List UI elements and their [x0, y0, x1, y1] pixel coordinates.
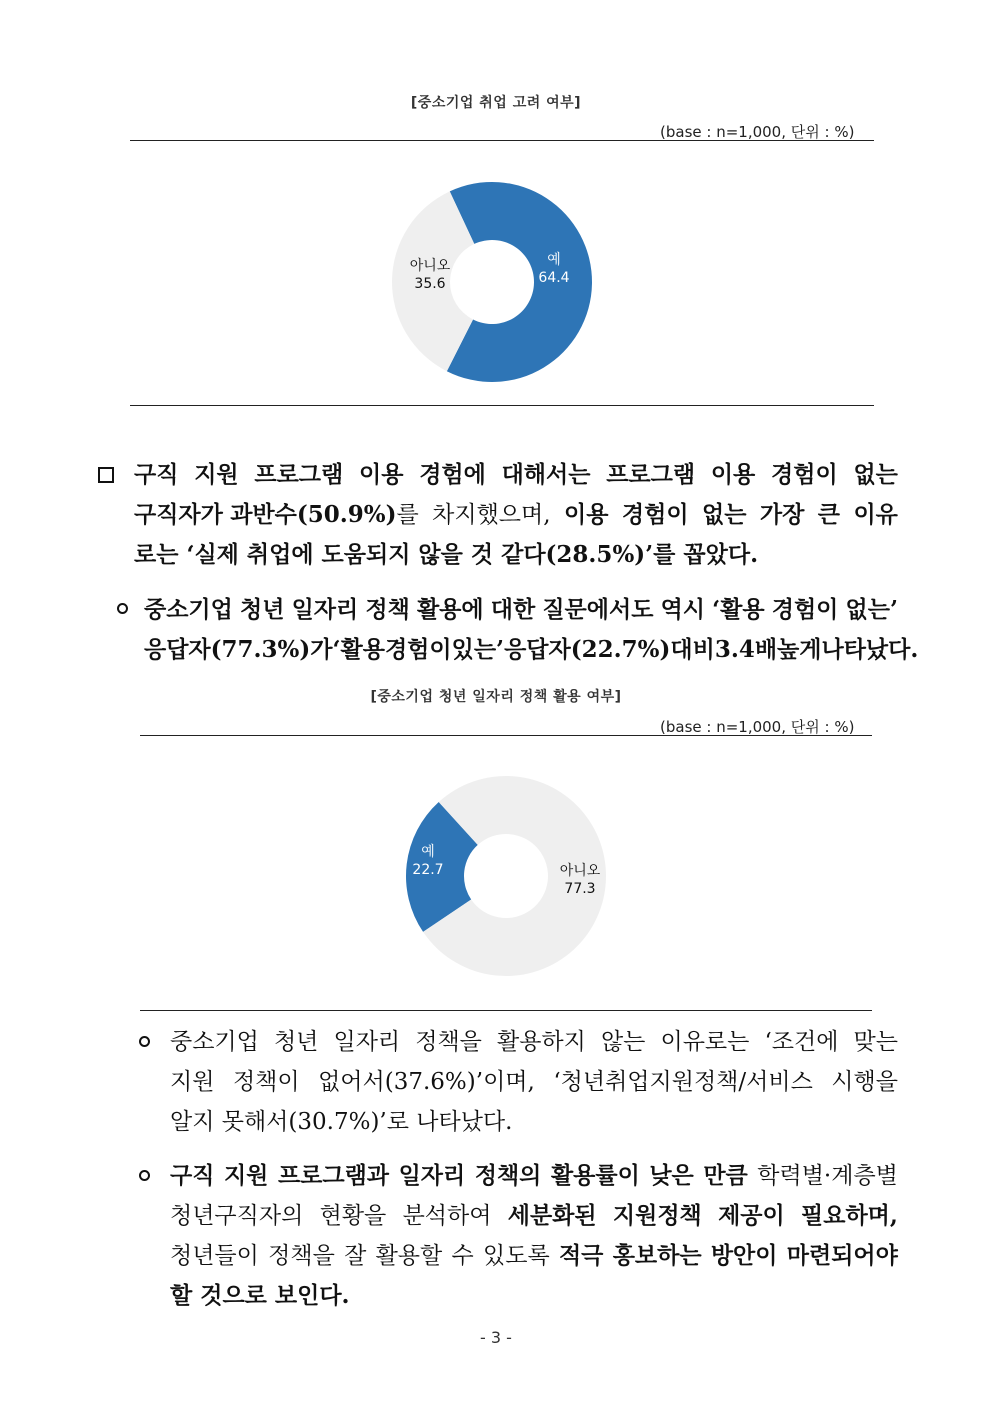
- slice-category-label: 아니오: [409, 258, 451, 274]
- paragraph-4-line-3: 청년들이 정책을 잘 활용할 수 있도록 적극 홍보하는 방안이 마련되어야: [170, 1242, 898, 1269]
- figure1-base-note: (base : n=1,000, 단위 : %): [660, 123, 855, 141]
- paragraph-3-line-1: 중소기업 청년 일자리 정책을 활용하지 않는 이유로는 ‘조건에 맞는: [170, 1029, 898, 1055]
- paragraph-1-line-1: 구직 지원 프로그램 이용 경험에 대해서는 프로그램 이용 경험이 없는: [134, 461, 898, 488]
- slice-value-label: 77.3: [564, 881, 596, 897]
- circle-bullet-icon: [139, 1036, 150, 1047]
- figure2-donut-chart: [402, 772, 610, 980]
- figure1-title: [중소기업 취업 고려 여부]: [410, 95, 582, 111]
- slice-value-label: 35.6: [414, 276, 446, 292]
- paragraph-3: [170, 1022, 898, 1142]
- paragraph-1-line-3: 로는 ‘실제 취업에 도움되지 않을 것 같다(28.5%)’를 꼽았다.: [134, 541, 759, 568]
- paragraph-1: [134, 455, 898, 575]
- figure2-top-rule: [140, 735, 872, 736]
- figure2-base-note: (base : n=1,000, 단위 : %): [660, 718, 855, 736]
- figure1-top-rule: [130, 140, 874, 141]
- paragraph-3-line-3: 알지 못해서(30.7%)’로 나타났다.: [170, 1109, 513, 1135]
- paragraph-4-line-4: 할 것으로 보인다.: [170, 1282, 350, 1309]
- paragraph-2-line-2: 응답자(77.3%)가 ‘활용 경험이 있는’ 응답자(22.7%) 대비 3.4배 높게 나타났다.: [144, 636, 919, 663]
- paragraph-2: [144, 590, 919, 670]
- square-bullet-icon: [98, 467, 114, 483]
- figure1-donut-chart: [388, 178, 596, 386]
- paragraph-4-line-2: 청년구직자의 현황을 분석하여 세분화된 지원정책 제공이 필요하며,: [170, 1202, 898, 1229]
- page-number: - 3 -: [480, 1328, 512, 1347]
- slice-value-label: 22.7: [412, 862, 444, 878]
- circle-bullet-icon: [139, 1170, 150, 1181]
- circle-bullet-icon: [117, 603, 128, 614]
- slice-category-label: 아니오: [559, 863, 601, 879]
- paragraph-4-line-1: 구직 지원 프로그램과 일자리 정책의 활용률이 낮은 만큼 학력별·계층별: [170, 1162, 898, 1189]
- slice-category-label: 예: [421, 844, 435, 860]
- donut-slice-yes: [447, 182, 592, 382]
- slice-value-label: 64.4: [538, 270, 570, 286]
- figure1-bottom-rule: [130, 405, 874, 406]
- paragraph-2-line-1: 중소기업 청년 일자리 정책 활용에 대한 질문에서도 역시 ‘활용 경험이 없는’: [144, 596, 898, 623]
- paragraph-3-line-2: 지원 정책이 없어서(37.6%)’이며, ‘청년취업지원정책/서비스 시행을: [170, 1069, 898, 1095]
- paragraph-1-line-2: 구직자가 과반수(50.9%)를 차지했으며, 이용 경험이 없는 가장 큰 이유: [134, 501, 898, 528]
- figure2-title: [중소기업 청년 일자리 정책 활용 여부]: [370, 689, 622, 705]
- paragraph-4: [170, 1156, 898, 1316]
- figure2-bottom-rule: [140, 1010, 872, 1011]
- slice-category-label: 예: [547, 252, 561, 268]
